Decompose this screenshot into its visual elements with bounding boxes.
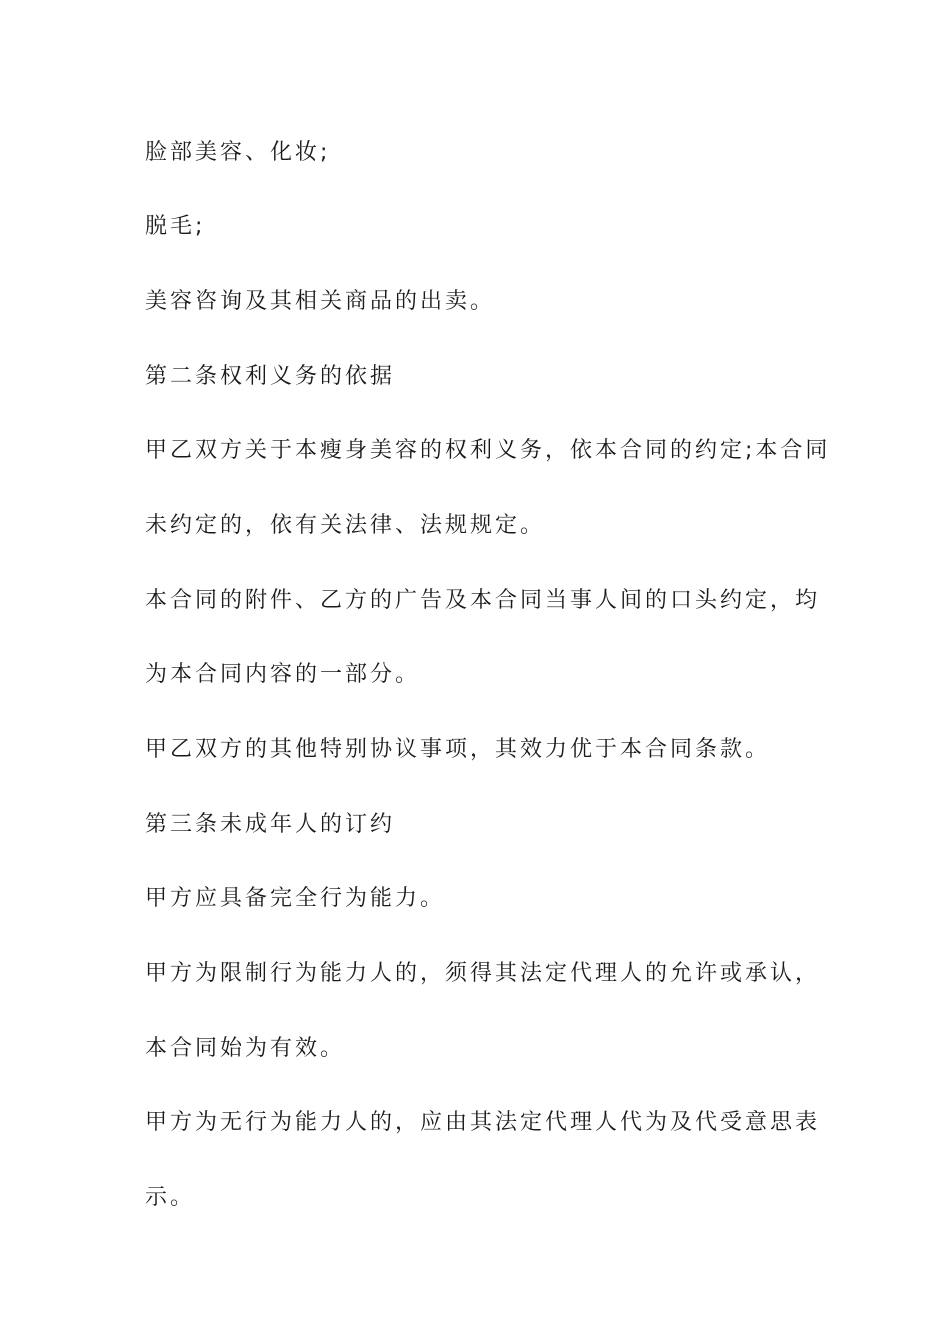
text-line-attachments-2: 为本合同内容的一部分。 bbox=[145, 662, 421, 687]
text-line-capacity: 甲方应具备完全行为能力。 bbox=[145, 886, 446, 911]
text-line-consulting: 美容咨询及其相关商品的出卖。 bbox=[145, 289, 496, 314]
text-line-limited-capacity-1: 甲方为限制行为能力人的，须得其法定代理人的允许或承认， bbox=[145, 961, 821, 986]
text-line-special-agreement: 甲乙双方的其他特别协议事项，其效力优于本合同条款。 bbox=[145, 737, 771, 762]
text-line-no-capacity-2: 示。 bbox=[145, 1185, 196, 1210]
text-line-no-capacity-1: 甲方为无行为能力人的，应由其法定代理人代为及代受意思表 bbox=[145, 1110, 821, 1135]
section-heading-article-2: 第二条权利义务的依据 bbox=[145, 364, 396, 389]
text-line-face-makeup: 脸部美容、化妆; bbox=[145, 140, 331, 165]
text-line-hair-removal: 脱毛; bbox=[145, 214, 206, 239]
text-line-attachments-1: 本合同的附件、乙方的广告及本合同当事人间的口头约定，均 bbox=[145, 588, 821, 613]
section-heading-article-3: 第三条未成年人的订约 bbox=[145, 812, 396, 837]
text-line-rights-basis-1: 甲乙双方关于本瘦身美容的权利义务，依本合同的约定;本合同 bbox=[145, 438, 831, 463]
text-line-limited-capacity-2: 本合同始为有效。 bbox=[145, 1036, 346, 1061]
text-line-rights-basis-2: 未约定的，依有关法律、法规规定。 bbox=[145, 513, 546, 538]
